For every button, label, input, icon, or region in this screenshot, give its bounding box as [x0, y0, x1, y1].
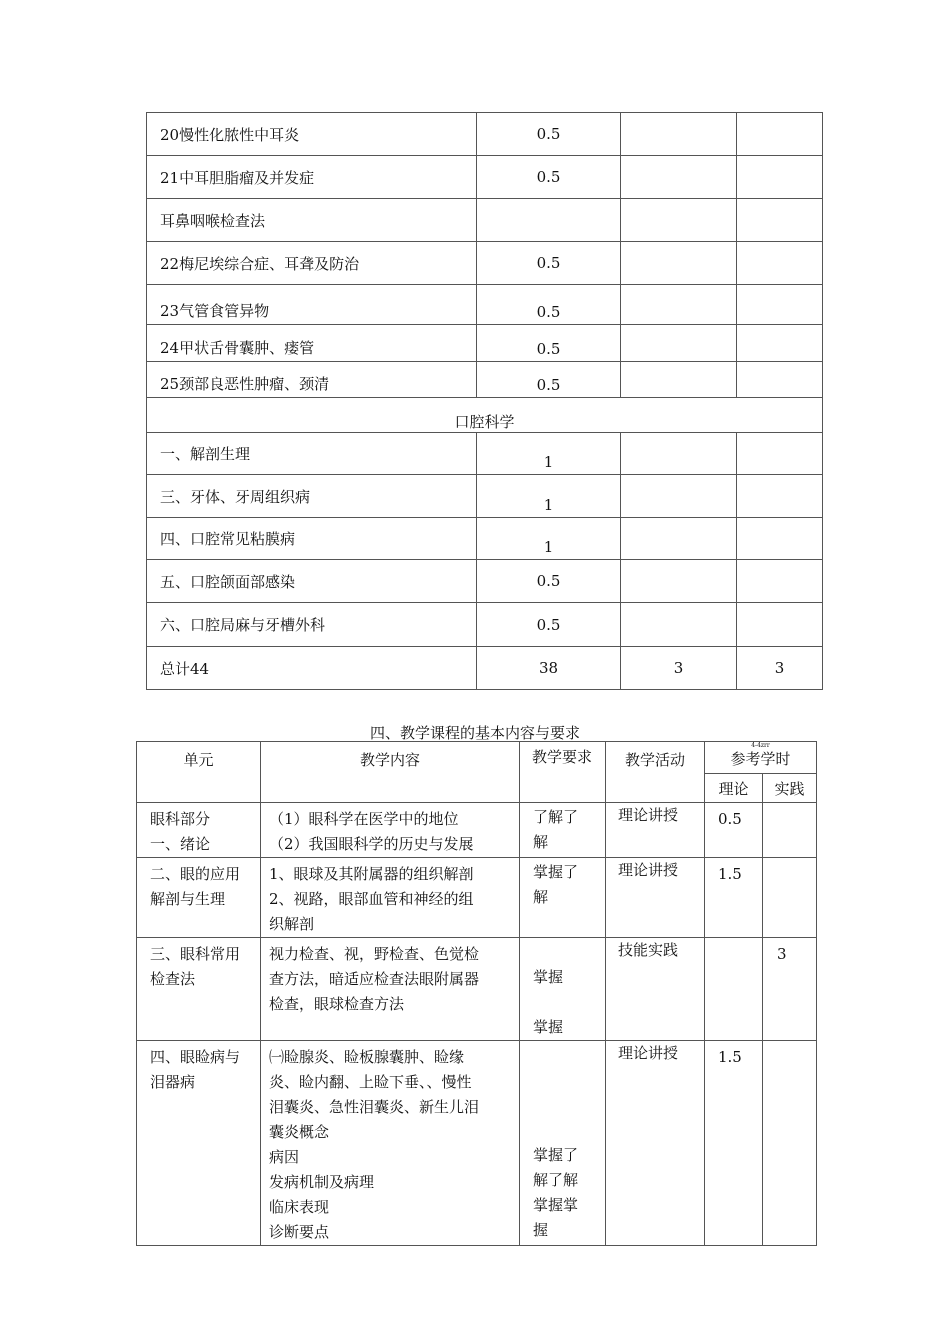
activity-cell-line: 理论讲授: [618, 861, 679, 879]
header-content: 教学内容: [261, 742, 520, 803]
row-col4: [737, 603, 823, 647]
row-col3: [621, 113, 737, 156]
row-col4: [737, 285, 823, 325]
row-theory-hours: 0.5: [477, 285, 621, 325]
table-row: [147, 362, 823, 398]
hours-note: 4-4zrr: [751, 742, 770, 749]
table-row: [147, 199, 823, 242]
table-row: [147, 560, 823, 603]
hours-table-body: [147, 113, 823, 690]
row-col3: [621, 199, 737, 242]
row-col4: [737, 362, 823, 398]
requirement-cell-line: [533, 940, 601, 965]
row-theory-hours: [477, 199, 621, 242]
unit-cell-line: 泪器病: [150, 1073, 196, 1091]
row-col4: [737, 113, 823, 156]
row-topic: 25颈部良恶性肿瘤、颈清: [147, 362, 477, 398]
unit-cell-line: 四、眼睑病与: [150, 1048, 241, 1066]
content-cell-line: 织解剖: [269, 915, 315, 933]
theory-hours-cell: [705, 1041, 763, 1246]
unit-cell-line: 检查法: [150, 970, 196, 988]
row-col3: [621, 603, 737, 647]
row-col3: [621, 518, 737, 560]
content-cell: [261, 858, 520, 938]
unit-cell-line: 三、眼科常用: [150, 945, 241, 963]
content-cell-line: 2、视路，眼部血管和神经的组: [269, 890, 474, 908]
table-row: [147, 113, 823, 156]
table-row: [147, 285, 823, 325]
row-topic: 六、口腔局麻与牙槽外科: [147, 603, 477, 647]
content-cell: [261, 803, 520, 858]
row-theory-hours: 1: [477, 475, 621, 518]
row-theory-hours: 38: [477, 647, 621, 690]
course-content-table: [136, 741, 817, 1246]
practice-hours-cell: [763, 803, 817, 858]
row-topic: 24甲状舌骨囊肿、瘘管: [147, 325, 477, 362]
table-row: [147, 433, 823, 475]
table-row: [137, 803, 817, 858]
content-cell-line: 视力检查、视，野检查、色觉检: [269, 945, 480, 963]
practice-hours-cell-line: [777, 862, 816, 887]
row-theory-hours: 0.5: [477, 242, 621, 285]
row-topic: 四、口腔常见粘膜病: [147, 518, 477, 560]
row-col4: 3: [737, 647, 823, 690]
course-content-body: [137, 742, 817, 1246]
unit-cell-line: 解剖与生理: [150, 890, 226, 908]
theory-hours-cell: [705, 858, 763, 938]
row-topic: 22梅尼埃综合症、耳聋及防治: [147, 242, 477, 285]
row-theory-hours: 0.5: [477, 362, 621, 398]
row-col3: [621, 475, 737, 518]
content-cell-line: （2）我国眼科学的历史与发展: [269, 835, 474, 853]
row-theory-hours: 0.5: [477, 560, 621, 603]
table-row: [147, 475, 823, 518]
unit-cell-line: 眼科部分: [150, 810, 211, 828]
header-theory: 理论: [705, 774, 763, 803]
table-row: [137, 1041, 817, 1246]
row-col3: [621, 560, 737, 603]
requirement-cell-line: [533, 1118, 601, 1143]
content-cell-line: 临床表现: [269, 1198, 330, 1216]
theory-hours-cell-line: 1.5: [718, 865, 742, 883]
requirement-cell-line: 解: [533, 888, 549, 906]
content-cell: [261, 1041, 520, 1246]
row-col4: [737, 199, 823, 242]
content-cell-line: ㈠睑腺炎、睑板腺囊肿、睑缘: [269, 1048, 465, 1066]
activity-cell: [606, 1041, 705, 1246]
requirement-cell-line: [533, 990, 601, 1015]
content-cell-line: 查方法，暗适应检查法眼附属器: [269, 970, 480, 988]
unit-cell: [137, 1041, 261, 1246]
row-col3: 3: [621, 647, 737, 690]
row-theory-hours: 1: [477, 433, 621, 475]
row-col4: [737, 560, 823, 603]
requirement-cell-line: 了解了: [533, 808, 579, 826]
requirement-cell: [520, 803, 606, 858]
table-row: [147, 647, 823, 690]
row-col3: [621, 362, 737, 398]
activity-cell: [606, 858, 705, 938]
header-unit: 单元: [137, 742, 261, 803]
row-topic: 21中耳胆脂瘤及并发症: [147, 156, 477, 199]
requirement-cell-line: 解: [533, 833, 549, 851]
table-row: [147, 518, 823, 560]
practice-hours-cell: [763, 858, 817, 938]
requirement-cell-line: 握: [533, 1221, 549, 1239]
content-cell-line: 囊炎概念: [269, 1123, 330, 1141]
hours-table-ent-oral: [146, 112, 823, 690]
row-topic: 五、口腔颌面部感染: [147, 560, 477, 603]
theory-hours-cell: [705, 938, 763, 1041]
unit-cell-line: 二、眼的应用: [150, 865, 241, 883]
table-row: [147, 156, 823, 199]
row-col3: [621, 433, 737, 475]
practice-hours-cell: [763, 1041, 817, 1246]
row-col3: [621, 325, 737, 362]
row-theory-hours: 1: [477, 518, 621, 560]
theory-hours-cell-line: 0.5: [718, 810, 742, 828]
table-row: [137, 938, 817, 1041]
row-topic: 三、牙体、牙周组织病: [147, 475, 477, 518]
row-topic: 耳鼻咽喉检查法: [147, 199, 477, 242]
requirement-cell: [520, 938, 606, 1041]
content-cell-line: 泪囊炎、急性泪囊炎、新生儿泪: [269, 1098, 480, 1116]
row-theory-hours: 0.5: [477, 325, 621, 362]
row-theory-hours: 0.5: [477, 113, 621, 156]
content-cell-line: （1）眼科学在医学中的地位: [269, 810, 459, 828]
table-row: [147, 603, 823, 647]
requirement-cell: [520, 1041, 606, 1246]
theory-hours-cell: [705, 803, 763, 858]
content-cell-line: 炎、睑内翻、上睑下垂、、慢性: [269, 1073, 472, 1091]
row-topic: 23气管食管异物: [147, 285, 477, 325]
practice-hours-cell-line: [777, 1045, 816, 1070]
row-col3: [621, 242, 737, 285]
content-cell-line: 发病机制及病理: [269, 1173, 375, 1191]
hours-label: 参考学时: [730, 750, 791, 768]
theory-hours-cell-line: 1.5: [718, 1048, 742, 1066]
section-row: [147, 398, 823, 433]
row-col3: [621, 285, 737, 325]
practice-hours-cell-line: [777, 807, 816, 832]
practice-hours-cell-line: 3: [777, 945, 787, 963]
requirement-cell-line: 掌握: [533, 1018, 564, 1036]
requirement-cell-line: [533, 1068, 601, 1093]
row-theory-hours: 0.5: [477, 156, 621, 199]
content-cell-line: 病因: [269, 1148, 300, 1166]
header-requirement: 教学要求: [520, 742, 606, 803]
row-col4: [737, 325, 823, 362]
practice-hours-cell: [763, 938, 817, 1041]
requirement-cell-line: 掌握了: [533, 863, 579, 881]
activity-cell: [606, 938, 705, 1041]
requirement-cell-line: 掌握: [533, 968, 564, 986]
content-cell: [261, 938, 520, 1041]
activity-cell-line: 技能实践: [618, 941, 679, 959]
unit-cell-line: 一、绪论: [150, 835, 211, 853]
requirement-cell-line: 解了解: [533, 1171, 579, 1189]
requirement-cell-line: [533, 1093, 601, 1118]
row-topic: 20慢性化脓性中耳炎: [147, 113, 477, 156]
header-row: [137, 742, 817, 774]
row-col4: [737, 433, 823, 475]
requirement-cell-line: 掌握掌: [533, 1196, 579, 1214]
table-row: [147, 325, 823, 362]
requirement-cell-line: 掌握了: [533, 1146, 579, 1164]
table-row: [137, 858, 817, 938]
header-activity: 教学活动: [606, 742, 705, 803]
activity-cell-line: 理论讲授: [618, 806, 679, 824]
unit-cell: [137, 803, 261, 858]
content-cell-line: 检查，眼球检查方法: [269, 995, 405, 1013]
theory-hours-cell-line: [718, 942, 762, 967]
activity-cell-line: 理论讲授: [618, 1044, 679, 1062]
header-practice: 实践: [763, 774, 817, 803]
activity-cell: [606, 803, 705, 858]
requirement-cell: [520, 858, 606, 938]
row-col4: [737, 518, 823, 560]
header-hours: [705, 742, 817, 774]
requirement-cell-line: [533, 1043, 601, 1068]
row-col4: [737, 475, 823, 518]
row-topic: 总计44: [147, 647, 477, 690]
row-theory-hours: 0.5: [477, 603, 621, 647]
row-col4: [737, 156, 823, 199]
section-heading: 口腔科学: [147, 398, 823, 433]
unit-cell: [137, 938, 261, 1041]
row-col4: [737, 242, 823, 285]
section-title: 四、教学课程的基本内容与要求: [369, 724, 580, 742]
row-col3: [621, 156, 737, 199]
table-row: [147, 242, 823, 285]
unit-cell: [137, 858, 261, 938]
row-topic: 一、解剖生理: [147, 433, 477, 475]
content-cell-line: 1、眼球及其附属器的组织解剖: [269, 865, 474, 883]
content-cell-line: 诊断要点: [269, 1223, 330, 1241]
